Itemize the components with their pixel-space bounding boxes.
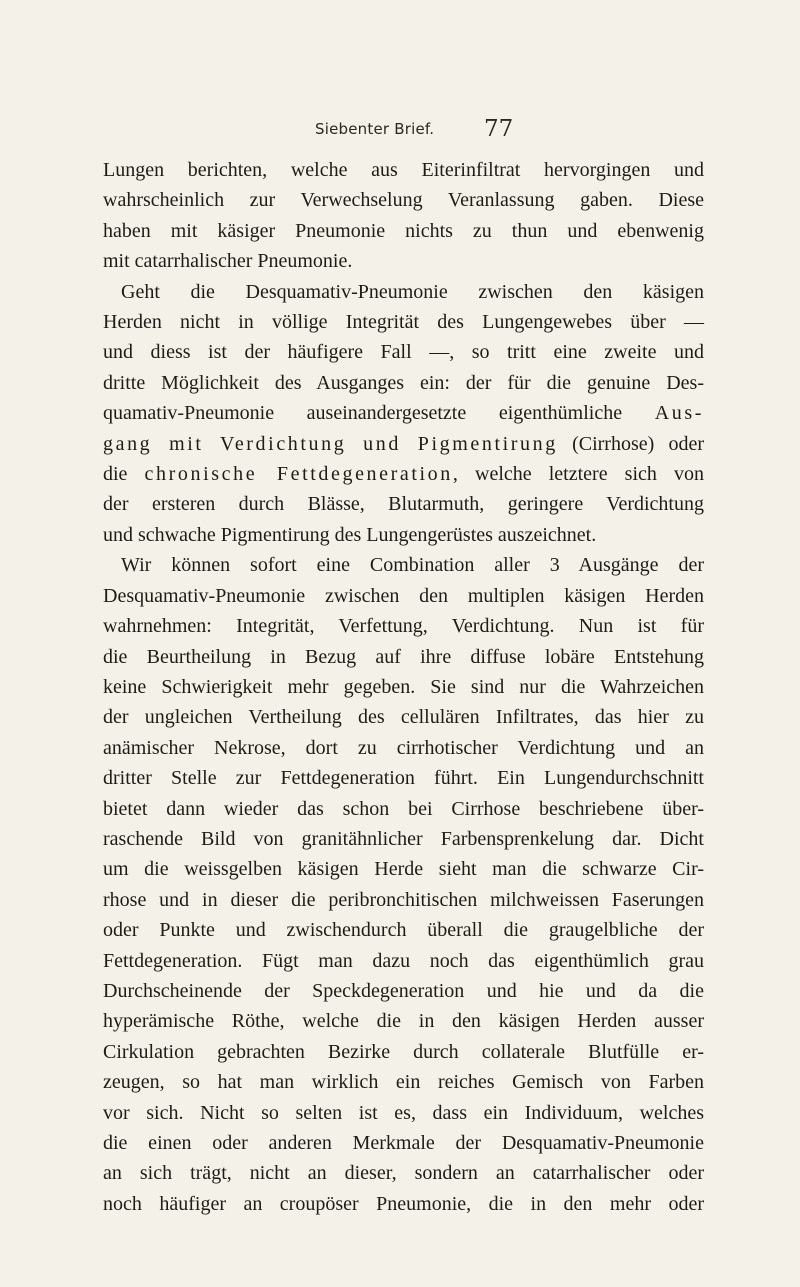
paragraph-line: hyperämische Röthe, welche die in den käsigen Herden ausser (103, 1010, 704, 1033)
paragraph-line: keine Schwierigkeit mehr gegeben. Sie sind nur die Wahrzeichen (103, 675, 704, 698)
paragraph-line: gang mit Verdichtung und Pigmentirung (Cirrhose) oder (103, 432, 705, 455)
paragraph-line: die chronische Fettdegeneration, welche letztere sich von (103, 463, 705, 486)
paragraph-line: um die weissgelben käsigen Herde sieht man die schwarze Cir- (103, 858, 704, 881)
paragraph-line: Durchscheinende der Speckdegeneration und hie und da die (103, 979, 704, 1002)
paragraph-line: vor sich. Nicht so selten ist es, dass ein Individuum, welches (103, 1101, 704, 1124)
paragraph-line: Fettdegeneration. Fügt man dazu noch das eigenthümlich grau (103, 949, 704, 972)
paragraph-line: dritte Möglichkeit des Ausganges ein: der für die genuine Des- (103, 371, 704, 394)
paragraph-line: die Beurtheilung in Bezug auf ihre diffuse lobäre Entstehung (103, 645, 704, 668)
paragraph-line: haben mit käsiger Pneumonie nichts zu thun und ebenwenig (103, 219, 704, 242)
paragraph-line: Herden nicht in völlige Integrität des Lungengewebes über — (103, 311, 704, 334)
paragraph-line: wahrscheinlich zur Verwechselung Veranlassung gaben. Diese (103, 189, 704, 212)
paragraph-line: die einen oder anderen Merkmale der Desquamativ-Pneumonie (103, 1132, 704, 1154)
paragraph-line: noch häufiger an croupöser Pneumonie, die in den mehr oder (103, 1192, 704, 1215)
paragraph-line: Lungen berichten, welche aus Eiterinfiltrat hervorgingen und (103, 159, 704, 181)
emphasis-text: Aus- (654, 402, 704, 425)
paragraph-line: an sich trägt, nicht an dieser, sondern an catarrhalischer oder (103, 1162, 704, 1185)
emphasis-text: gang mit Verdichtung und Pigmentirung (103, 432, 558, 455)
paragraph-line: bietet dann wieder das schon bei Cirrhose beschriebene über- (103, 797, 704, 820)
paragraph-line: Geht die Desquamativ-Pneumonie zwischen den käsigen (121, 280, 704, 303)
paragraph-line: und schwache Pigmentirung des Lungengerüstes auszeichnet. (103, 523, 597, 546)
body-text (103, 155, 704, 1219)
paragraph-line: rhose und in dieser die peribronchitischen milchweissen Faserungen (103, 888, 704, 911)
paragraph-line: der ersteren durch Blässe, Blutarmuth, geringere Verdichtung (103, 493, 704, 516)
paragraph-line: quamativ-Pneumonie auseinandergesetzte eigenthümliche Aus- (103, 402, 704, 425)
paragraph-line: Desquamativ-Pneumonie zwischen den multiplen käsigen Herden (103, 584, 704, 607)
paragraph-line: raschende Bild von granitähnlicher Farbensprenkelung dar. Dicht (103, 827, 704, 850)
paragraph-line: Cirkulation gebrachten Bezirke durch collaterale Blutfülle er- (103, 1040, 704, 1063)
page-number: 77 (484, 116, 514, 142)
chapter-running-title: Siebenter Brief. (315, 120, 435, 138)
paragraph-line: zeugen, so hat man wirklich ein reiches Gemisch von Farben (103, 1071, 704, 1094)
emphasis-text: chronische Fettdegeneration (144, 463, 453, 486)
paragraph-line: mit catarrhalischer Pneumonie. (103, 250, 353, 273)
paragraph-line: der ungleichen Vertheilung des cellulären Infiltrates, das hier zu (103, 706, 704, 729)
paragraph-line: oder Punkte und zwischendurch überall die graugelbliche der (103, 919, 704, 942)
paragraph-line: und diess ist der häufigere Fall —, so tritt eine zweite und (103, 341, 704, 364)
paragraph-line: anämischer Nekrose, dort zu cirrhotischer Verdichtung und an (103, 736, 704, 759)
paragraph-line: Wir können sofort eine Combination aller 3 Ausgänge der (121, 554, 704, 577)
paragraph-line: dritter Stelle zur Fettdegeneration führt. Ein Lungendurchschnitt (103, 767, 704, 790)
paragraph-line: wahrnehmen: Integrität, Verfettung, Verdichtung. Nun ist für (103, 615, 704, 638)
running-head (0, 116, 800, 150)
